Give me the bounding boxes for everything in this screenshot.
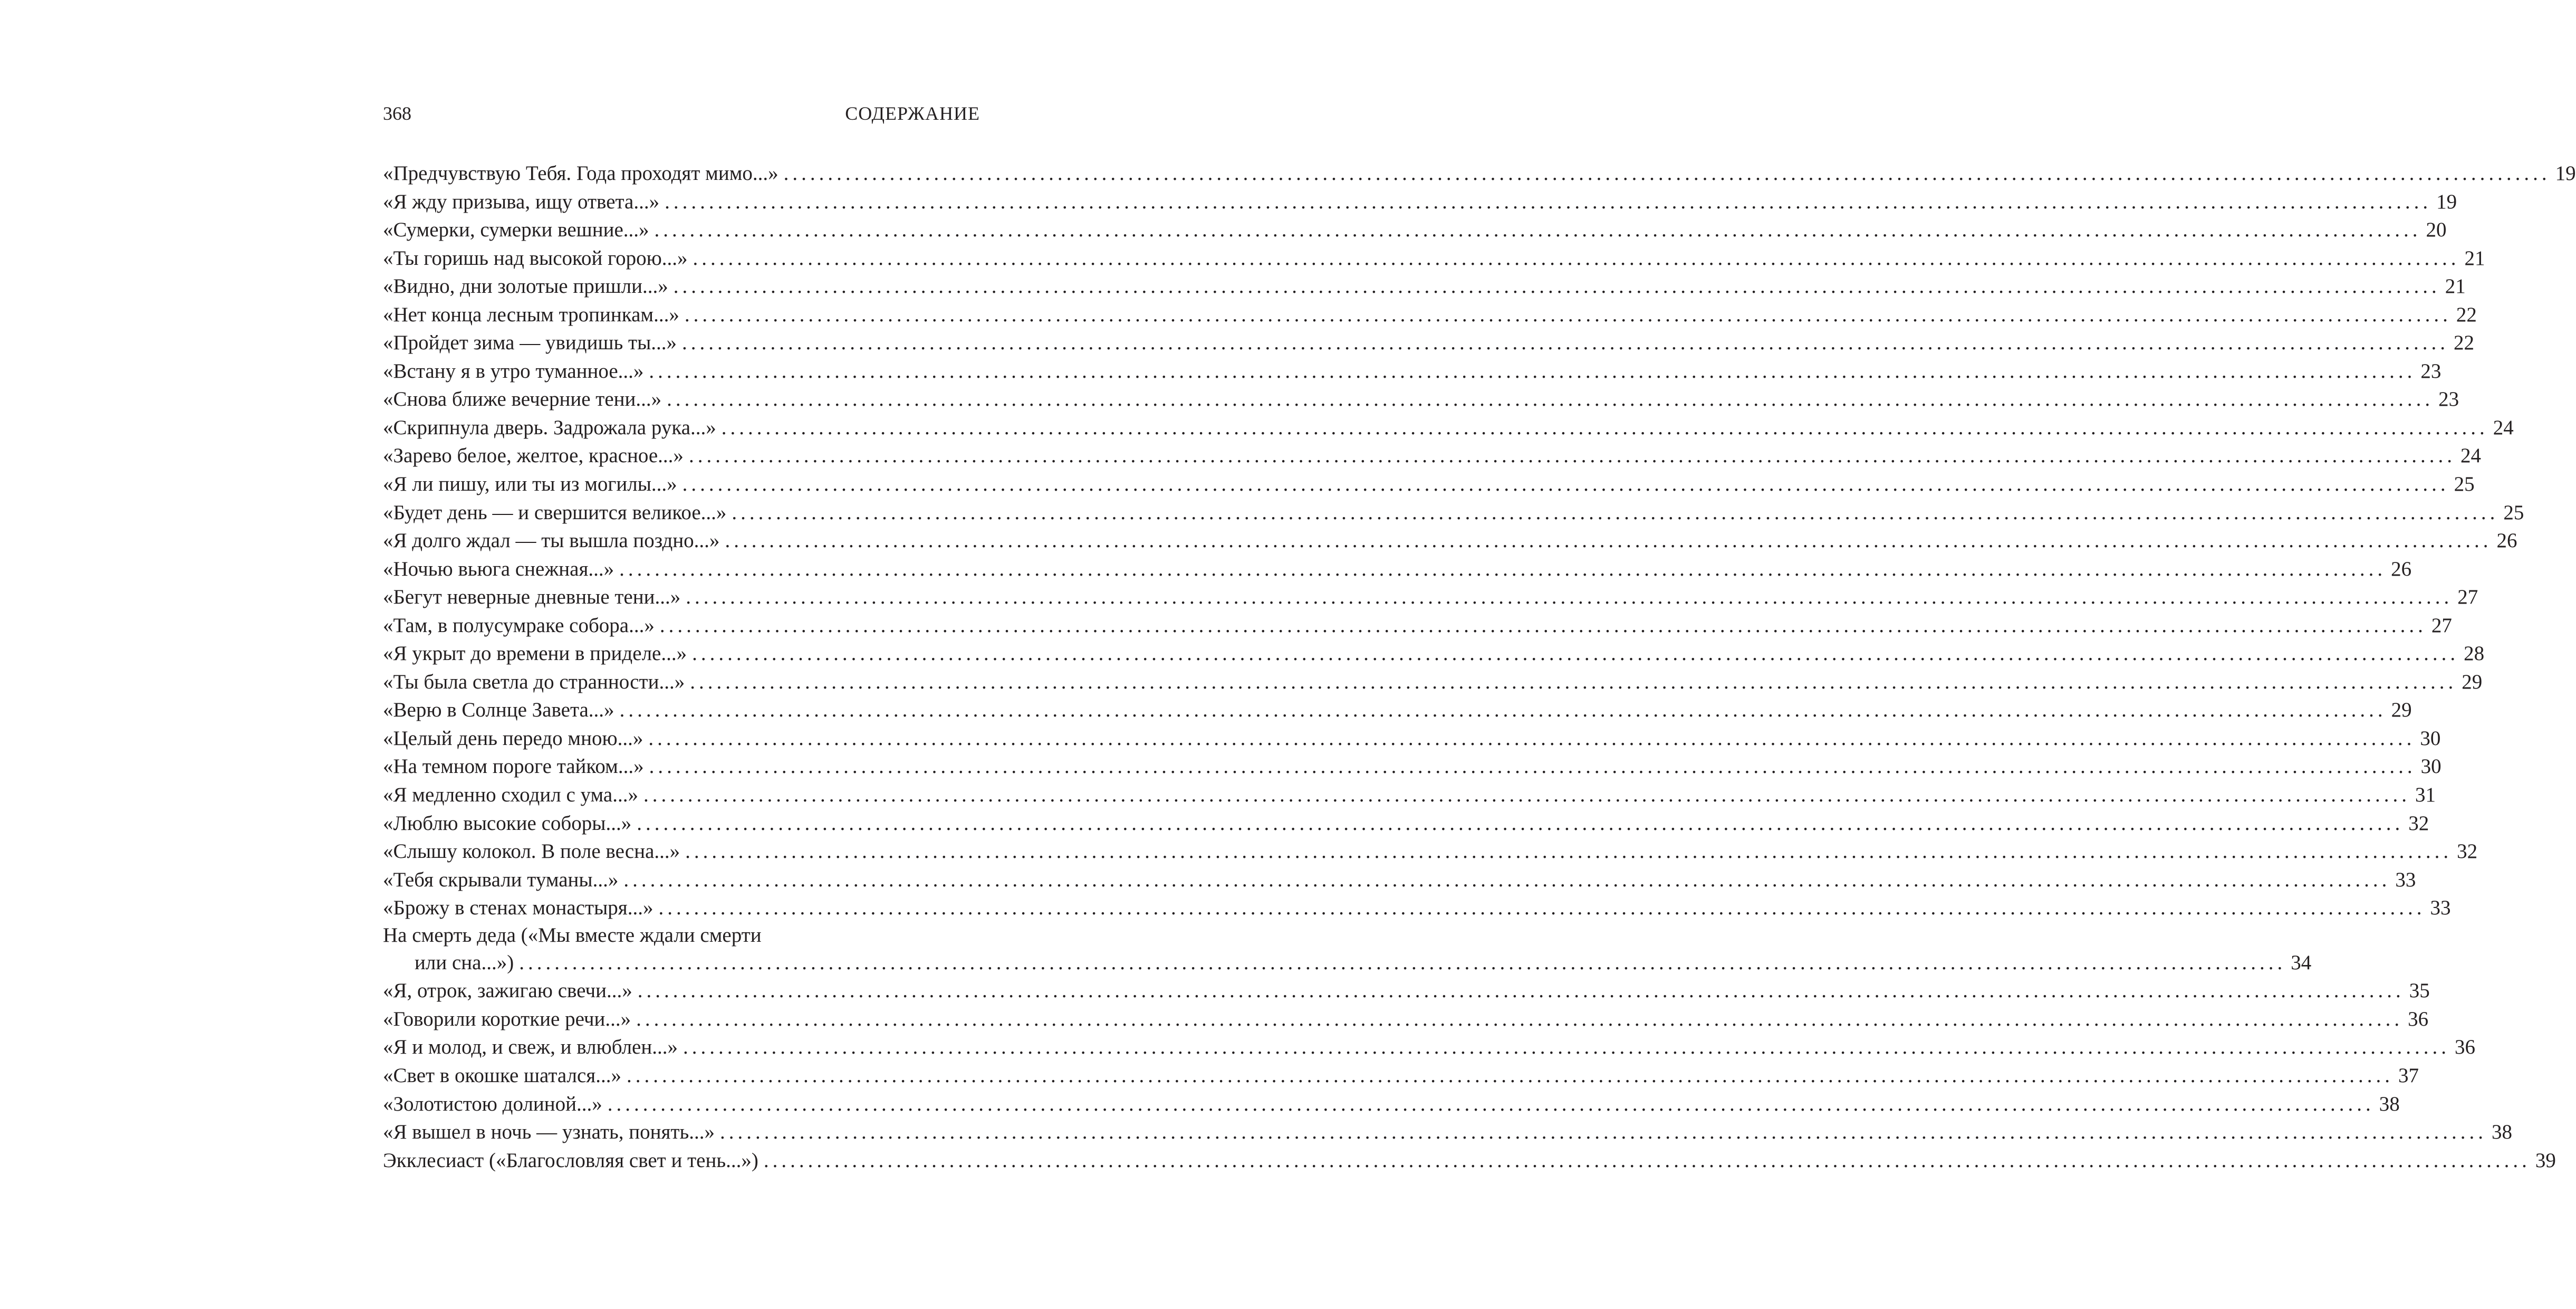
toc-entry-title: «Слышу колокол. В поле весна...» — [383, 840, 680, 863]
toc-entry — [383, 922, 980, 949]
toc-entry-page: 36 — [2455, 1036, 2475, 1059]
toc-entry — [383, 583, 2478, 611]
toc-entry — [383, 977, 2430, 1005]
dot-leader: ........................................................................................................................................................................................................ — [720, 1121, 2487, 1144]
toc-entry — [383, 159, 2576, 188]
toc-entry — [383, 1090, 2400, 1119]
dot-leader: ........................................................................................................................................................................................................ — [519, 951, 2286, 974]
toc-entry-page: 30 — [2420, 727, 2441, 750]
toc-entry — [383, 894, 2451, 922]
toc-entry-title: «Говорили короткие речи...» — [383, 1007, 631, 1030]
toc-entry — [383, 442, 2481, 470]
toc-entry-title: «Ты горишь над высокой горою...» — [383, 246, 688, 270]
toc-entry — [383, 301, 2477, 329]
toc-entry — [383, 1118, 2513, 1146]
toc-entry-title: «Нет конца лесным тропинкам...» — [383, 303, 679, 326]
toc-entry-title: «Я вышел в ночь — узнать, понять...» — [383, 1121, 715, 1144]
dot-leader: ........................................................................................................................................................................................................ — [763, 1149, 2531, 1172]
dot-leader: ........................................................................................................................................................................................................ — [637, 979, 2405, 1002]
toc-entry-title: «Видно, дни золотые пришли...» — [383, 275, 668, 298]
toc-entry-page: 33 — [2395, 868, 2416, 891]
toc-entry-title: «Будет день — и свершится великое...» — [383, 501, 727, 524]
toc-entry-title: «Там, в полусумраке собора...» — [383, 614, 655, 637]
toc-entry-page: 26 — [2391, 557, 2412, 580]
dot-leader: ........................................................................................................................................................................................................ — [648, 727, 2416, 750]
toc-entry-title: «Верю в Солнце Завета...» — [383, 699, 614, 722]
dot-leader: ........................................................................................................................................................................................................ — [725, 529, 2492, 552]
dot-leader: ........................................................................................................................................................................................................ — [685, 840, 2453, 863]
dot-leader: ........................................................................................................................................................................................................ — [684, 303, 2452, 326]
dot-leader: ........................................................................................................................................................................................................ — [682, 331, 2449, 355]
toc-entry-page: 28 — [2464, 642, 2485, 665]
toc-entry-title: «Снова ближе вечерние тени...» — [383, 388, 662, 411]
toc-entry — [383, 385, 2459, 414]
toc-entry — [383, 781, 2436, 809]
toc-entry — [383, 1062, 2419, 1090]
dot-leader: ........................................................................................................................................................................................................ — [690, 670, 2457, 693]
toc-entry — [383, 527, 2517, 555]
dot-leader: ........................................................................................................................................................................................................ — [688, 444, 2456, 467]
toc-entry — [383, 470, 2475, 499]
toc-entry-page: 33 — [2430, 896, 2451, 920]
toc-entry — [383, 639, 2485, 668]
dot-leader: ........................................................................................................................................................................................................ — [721, 416, 2488, 439]
toc-entry-title: «Я жду призыва, ищу ответа...» — [383, 190, 660, 213]
toc-entry-page: 38 — [2379, 1092, 2400, 1115]
toc-entry-page: 30 — [2420, 755, 2442, 778]
toc-entry-page: 22 — [2454, 331, 2475, 355]
dot-leader: ........................................................................................................................................................................................................ — [643, 784, 2410, 807]
dot-leader: ........................................................................................................................................................................................................ — [607, 1092, 2375, 1115]
toc-entry-title: «Свет в окошке шатался...» — [383, 1064, 621, 1087]
dot-leader: ........................................................................................................................................................................................................ — [683, 1036, 2450, 1059]
toc-entry — [383, 668, 2483, 696]
toc-entry — [383, 724, 2441, 753]
toc-entry — [383, 837, 2478, 866]
toc-entry-title: «Скрипнула дверь. Задрожала рука...» — [383, 416, 716, 439]
toc-entry-title: «Я долго ждал — ты вышла поздно...» — [383, 529, 720, 552]
dot-leader: ........................................................................................................................................................................................................ — [686, 586, 2453, 609]
toc-entry-title: «Брожу в стенах монастыря...» — [383, 896, 653, 920]
toc-entry-page: 25 — [2454, 473, 2475, 496]
dot-leader: ........................................................................................................................................................................................................ — [658, 896, 2426, 920]
toc-entry — [383, 696, 2412, 724]
toc-entry-page: 22 — [2456, 303, 2477, 326]
toc-entry-page: 36 — [2408, 1007, 2429, 1030]
toc-entry — [383, 866, 2416, 894]
toc-entry — [383, 414, 2514, 442]
toc-entry-title: «Тебя скрывали туманы...» — [383, 868, 619, 891]
toc-entry-page: 25 — [2503, 501, 2524, 524]
page-number: 368 — [383, 103, 411, 124]
toc-entry-page: 27 — [2457, 586, 2478, 609]
dot-leader: ........................................................................................................................................................................................................ — [637, 811, 2404, 835]
book-page — [383, 0, 2576, 1309]
toc-entry-page: 21 — [2464, 246, 2485, 270]
dot-leader: ........................................................................................................................................................................................................ — [667, 388, 2434, 411]
toc-entry — [383, 329, 2475, 357]
toc-entry-continuation-line — [383, 949, 2312, 977]
toc-entry-page: 31 — [2415, 784, 2436, 807]
toc-entry-title: «Предчувствую Тебя. Года проходят мимо...» — [383, 162, 778, 185]
toc-entry — [383, 809, 2429, 838]
toc-entry-page: 23 — [2420, 359, 2442, 383]
toc-entry-page: 26 — [2496, 529, 2517, 552]
toc-entry-title: «Я ли пишу, или ты из могилы...» — [383, 473, 677, 496]
toc-entry-title: «Бегут неверные дневные тени...» — [383, 586, 681, 609]
running-head — [383, 100, 980, 127]
toc-entry-page: 24 — [2460, 444, 2481, 467]
toc-entry-page: 38 — [2492, 1121, 2513, 1144]
dot-leader: ........................................................................................................................................................................................................ — [619, 557, 2387, 580]
toc-entry-title: «Пройдет зима — увидишь ты...» — [383, 331, 677, 355]
table-of-contents — [383, 159, 2576, 1174]
toc-entry-page: 23 — [2438, 388, 2459, 411]
dot-leader: ........................................................................................................................................................................................................ — [659, 614, 2427, 637]
toc-entry-title: «Зарево белое, желтое, красное...» — [383, 444, 684, 467]
dot-leader: ........................................................................................................................................................................................................ — [732, 501, 2499, 524]
toc-entry — [383, 555, 2412, 584]
toc-entry — [383, 244, 2485, 273]
toc-entry-title-continuation: или сна...») — [415, 951, 514, 974]
toc-entry-page: 29 — [2462, 670, 2483, 693]
toc-entry-title: «На темном пороге тайком...» — [383, 755, 644, 778]
toc-entry-title: «Люблю высокие соборы...» — [383, 811, 632, 835]
dot-leader: ........................................................................................................................................................................................................ — [783, 162, 2551, 185]
dot-leader: ........................................................................................................................................................................................................ — [649, 359, 2416, 383]
dot-leader: ........................................................................................................................................................................................................ — [636, 1007, 2404, 1030]
dot-leader: ........................................................................................................................................................................................................ — [649, 755, 2416, 778]
toc-entry-title: «Встану я в утро туманное...» — [383, 359, 644, 383]
toc-entry-title: «Я медленно сходил с ума...» — [383, 784, 638, 807]
toc-entry-page: 29 — [2391, 699, 2412, 722]
toc-entry-page: 19 — [2555, 162, 2576, 185]
toc-entry-page: 21 — [2445, 275, 2466, 298]
toc-entry — [383, 1033, 2475, 1062]
toc-entry — [383, 499, 2524, 527]
toc-entry-page: 35 — [2409, 979, 2430, 1002]
section-title: СОДЕРЖАНИЕ — [845, 103, 980, 124]
toc-entry-page: 19 — [2436, 190, 2457, 213]
dot-leader: ........................................................................................................................................................................................................ — [693, 246, 2460, 270]
toc-entry-title: «Ты была светла до странности...» — [383, 670, 685, 693]
toc-entry — [383, 216, 2447, 244]
toc-entry-page: 32 — [2408, 811, 2429, 835]
toc-entry — [383, 611, 2452, 640]
dot-leader: ........................................................................................................................................................................................................ — [673, 275, 2440, 298]
toc-entry-title: На смерть деда («Мы вместе ждали смерти — [383, 923, 762, 947]
toc-entry — [383, 1005, 2429, 1034]
toc-entry-page: 20 — [2426, 218, 2447, 242]
toc-entry-page: 27 — [2431, 614, 2452, 637]
dot-leader: ........................................................................................................................................................................................................ — [626, 1064, 2394, 1087]
dot-leader: ........................................................................................................................................................................................................ — [623, 868, 2391, 891]
toc-entry-title: «Я укрыт до времени в приделе...» — [383, 642, 687, 665]
dot-leader: ........................................................................................................................................................................................................ — [692, 642, 2459, 665]
dot-leader: ........................................................................................................................................................................................................ — [665, 190, 2432, 213]
toc-entry-title: «Ночью вьюга снежная...» — [383, 557, 614, 580]
toc-entry-page: 24 — [2493, 416, 2514, 439]
dot-leader: ........................................................................................................................................................................................................ — [654, 218, 2421, 242]
dot-leader: ........................................................................................................................................................................................................ — [682, 473, 2449, 496]
toc-entry-title: «Золотистою долиной...» — [383, 1092, 602, 1115]
toc-entry-title: «Я, отрок, зажигаю свечи...» — [383, 979, 632, 1002]
toc-entry — [383, 272, 2466, 301]
toc-entry-title: Экклесиаст («Благословляя свет и тень...») — [383, 1149, 758, 1172]
toc-entry — [383, 188, 2457, 216]
toc-entry-title: «Целый день передо мною...» — [383, 727, 643, 750]
toc-entry-title: «Сумерки, сумерки вешние...» — [383, 218, 649, 242]
dot-leader: ........................................................................................................................................................................................................ — [619, 699, 2387, 722]
toc-entry — [383, 752, 2442, 781]
toc-entry-page: 37 — [2398, 1064, 2419, 1087]
toc-entry-title: «Я и молод, и свеж, и влюблен...» — [383, 1036, 678, 1059]
toc-entry — [383, 1146, 2556, 1175]
toc-entry-page: 34 — [2291, 951, 2312, 974]
toc-entry-page: 32 — [2457, 840, 2478, 863]
toc-entry-page: 39 — [2535, 1149, 2556, 1172]
toc-entry — [383, 357, 2442, 386]
